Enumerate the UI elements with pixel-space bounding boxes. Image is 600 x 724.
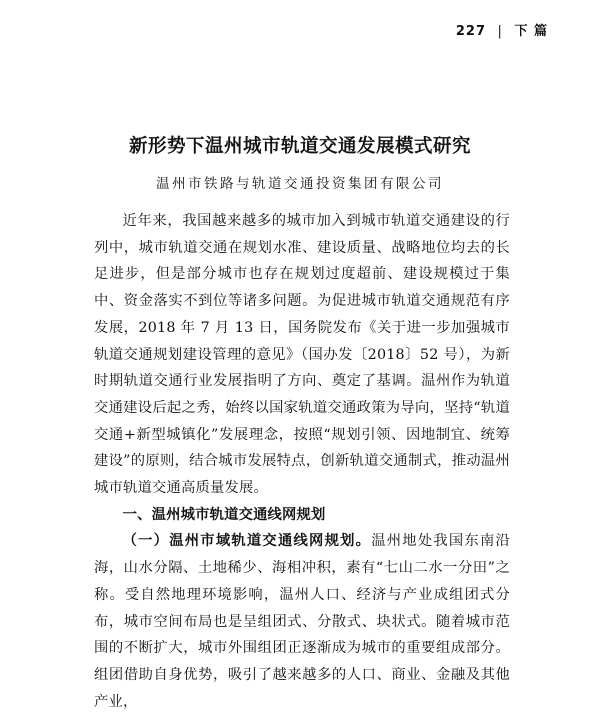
subsection-lead: （一）温州市域轨道交通线网规划。 bbox=[122, 533, 372, 550]
header-section: 下 篇 bbox=[514, 24, 548, 39]
paragraph-network-planning bbox=[94, 528, 510, 715]
section-heading: 一、温州城市轨道交通线网规划 bbox=[122, 506, 326, 523]
article-body bbox=[94, 208, 510, 715]
article-author: 温州市铁路与轨道交通投资集团有限公司 bbox=[156, 176, 444, 192]
page-number: 227 bbox=[455, 24, 487, 39]
header-separator: | bbox=[497, 24, 503, 39]
subsection-text: 温州地处我国东南沿海，山水分隔、土地稀少、海相冲积，素有“七山二水一分田”之称。受自然地理环境影响，温州人口、经济与产业成组团式分布，城市空间布局也是呈组团式、分散式、块状式。随着城市范围的不断扩大，城市外围组团正逐渐成为城市的重要组成部分。组团借助自身优势，吸引了越来越多的人口、商业、金融及其他产业， bbox=[94, 533, 510, 710]
article-title: 新形势下温州城市轨道交通发展模式研究 bbox=[128, 136, 471, 157]
paragraph-intro: 近年来，我国越来越多的城市加入到城市轨道交通建设的行列中，城市轨道交通在规划水准、建设质量、战略地位均去的长足进步，但是部分城市也存在规划过度超前、建设规模过于集中、资金落实不到位等诸多问题。为促进城市轨道交通规范有序发展，2018 年 7 月 13 日，国务院发布《关于进一步加强城市轨道交通规划建设管理的意见》（国办发〔2018〕52 号），为新时期轨道交通行业发展指明了方向、奠定了基调。温州作为轨道交通建设后起之秀，始终以国家轨道交通政策为导向，坚持“轨道交通+新型城镇化”发展理念，按照“规划引领、因地制宜、统筹建设”的原则，结合城市发展特点，创新轨道交通制式，推动温州城市轨道交通高质量发展。 bbox=[94, 213, 510, 497]
running-header bbox=[456, 20, 548, 39]
